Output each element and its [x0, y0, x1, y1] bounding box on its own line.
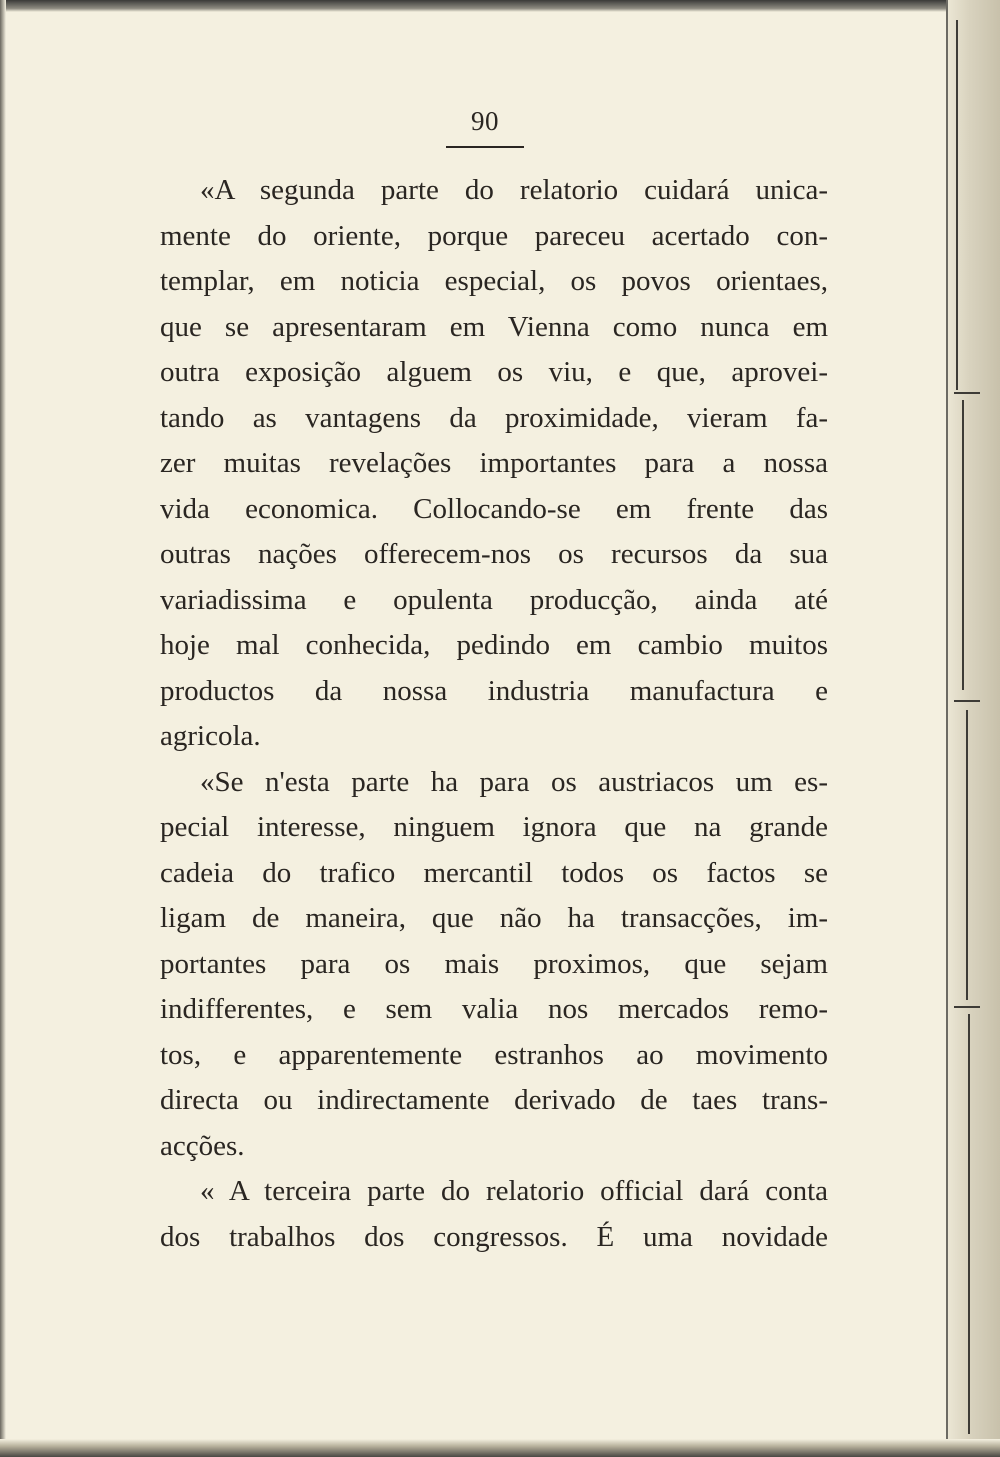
text-line: directa ou indirectamente derivado de taes trans- — [160, 1084, 828, 1116]
page-left-edge — [0, 0, 6, 1457]
text-line: que se apresentaram em Vienna como nunca em — [160, 310, 828, 343]
text-line: cadeia do trafico mercantil todos os factos se — [160, 856, 828, 889]
text-line: «A segunda parte do relatorio cuidará unica- — [200, 174, 828, 206]
body-text — [160, 168, 828, 1260]
text-line: templar, em noticia especial, os povos orientaes, — [160, 265, 828, 297]
text-line: variadissima e opulenta producção, ainda até — [160, 583, 828, 616]
text-line: agricola. — [160, 720, 261, 752]
text-line: tos, e apparentemente estranhos ao movimento — [160, 1038, 828, 1071]
text-line: ligam de maneira, que não ha transacções, im- — [160, 902, 828, 934]
text-line: productos da nossa industria manufactura e — [160, 674, 828, 707]
text-line: pecial interesse, ninguem ignora que na grande — [160, 811, 828, 843]
text-line: dos trabalhos dos congressos. É uma novidade — [160, 1220, 828, 1253]
text-line: mente do oriente, porque pareceu acertado con- — [160, 219, 828, 252]
text-line: outras nações offerecem-nos os recursos da sua — [160, 538, 828, 570]
text-line: portantes para os mais proximos, que sejam — [160, 947, 828, 980]
page-number-rule — [446, 146, 524, 148]
text-line: «Se n'esta parte ha para os austriacos um es- — [200, 765, 828, 798]
text-line: hoje mal conhecida, pedindo em cambio muitos — [160, 629, 828, 661]
text-line: acções. — [160, 1129, 245, 1162]
text-line: « A terceira parte do relatorio official dará conta — [200, 1175, 828, 1207]
text-line: indifferentes, e sem valia nos mercados remo- — [160, 993, 828, 1025]
text-line: tando as vantagens da proximidade, vieram fa- — [160, 401, 828, 434]
text-line: zer muitas revelações importantes para a nossa — [160, 447, 828, 479]
page-top-edge — [0, 0, 1000, 12]
adjacent-page-edges — [946, 0, 1000, 1457]
page-number: 90 — [471, 106, 499, 136]
page-bottom-edge — [0, 1439, 1000, 1457]
text-line: vida economica. Collocando-se em frente das — [160, 492, 828, 525]
text-line: outra exposição alguem os viu, e que, aprovei- — [160, 356, 828, 388]
